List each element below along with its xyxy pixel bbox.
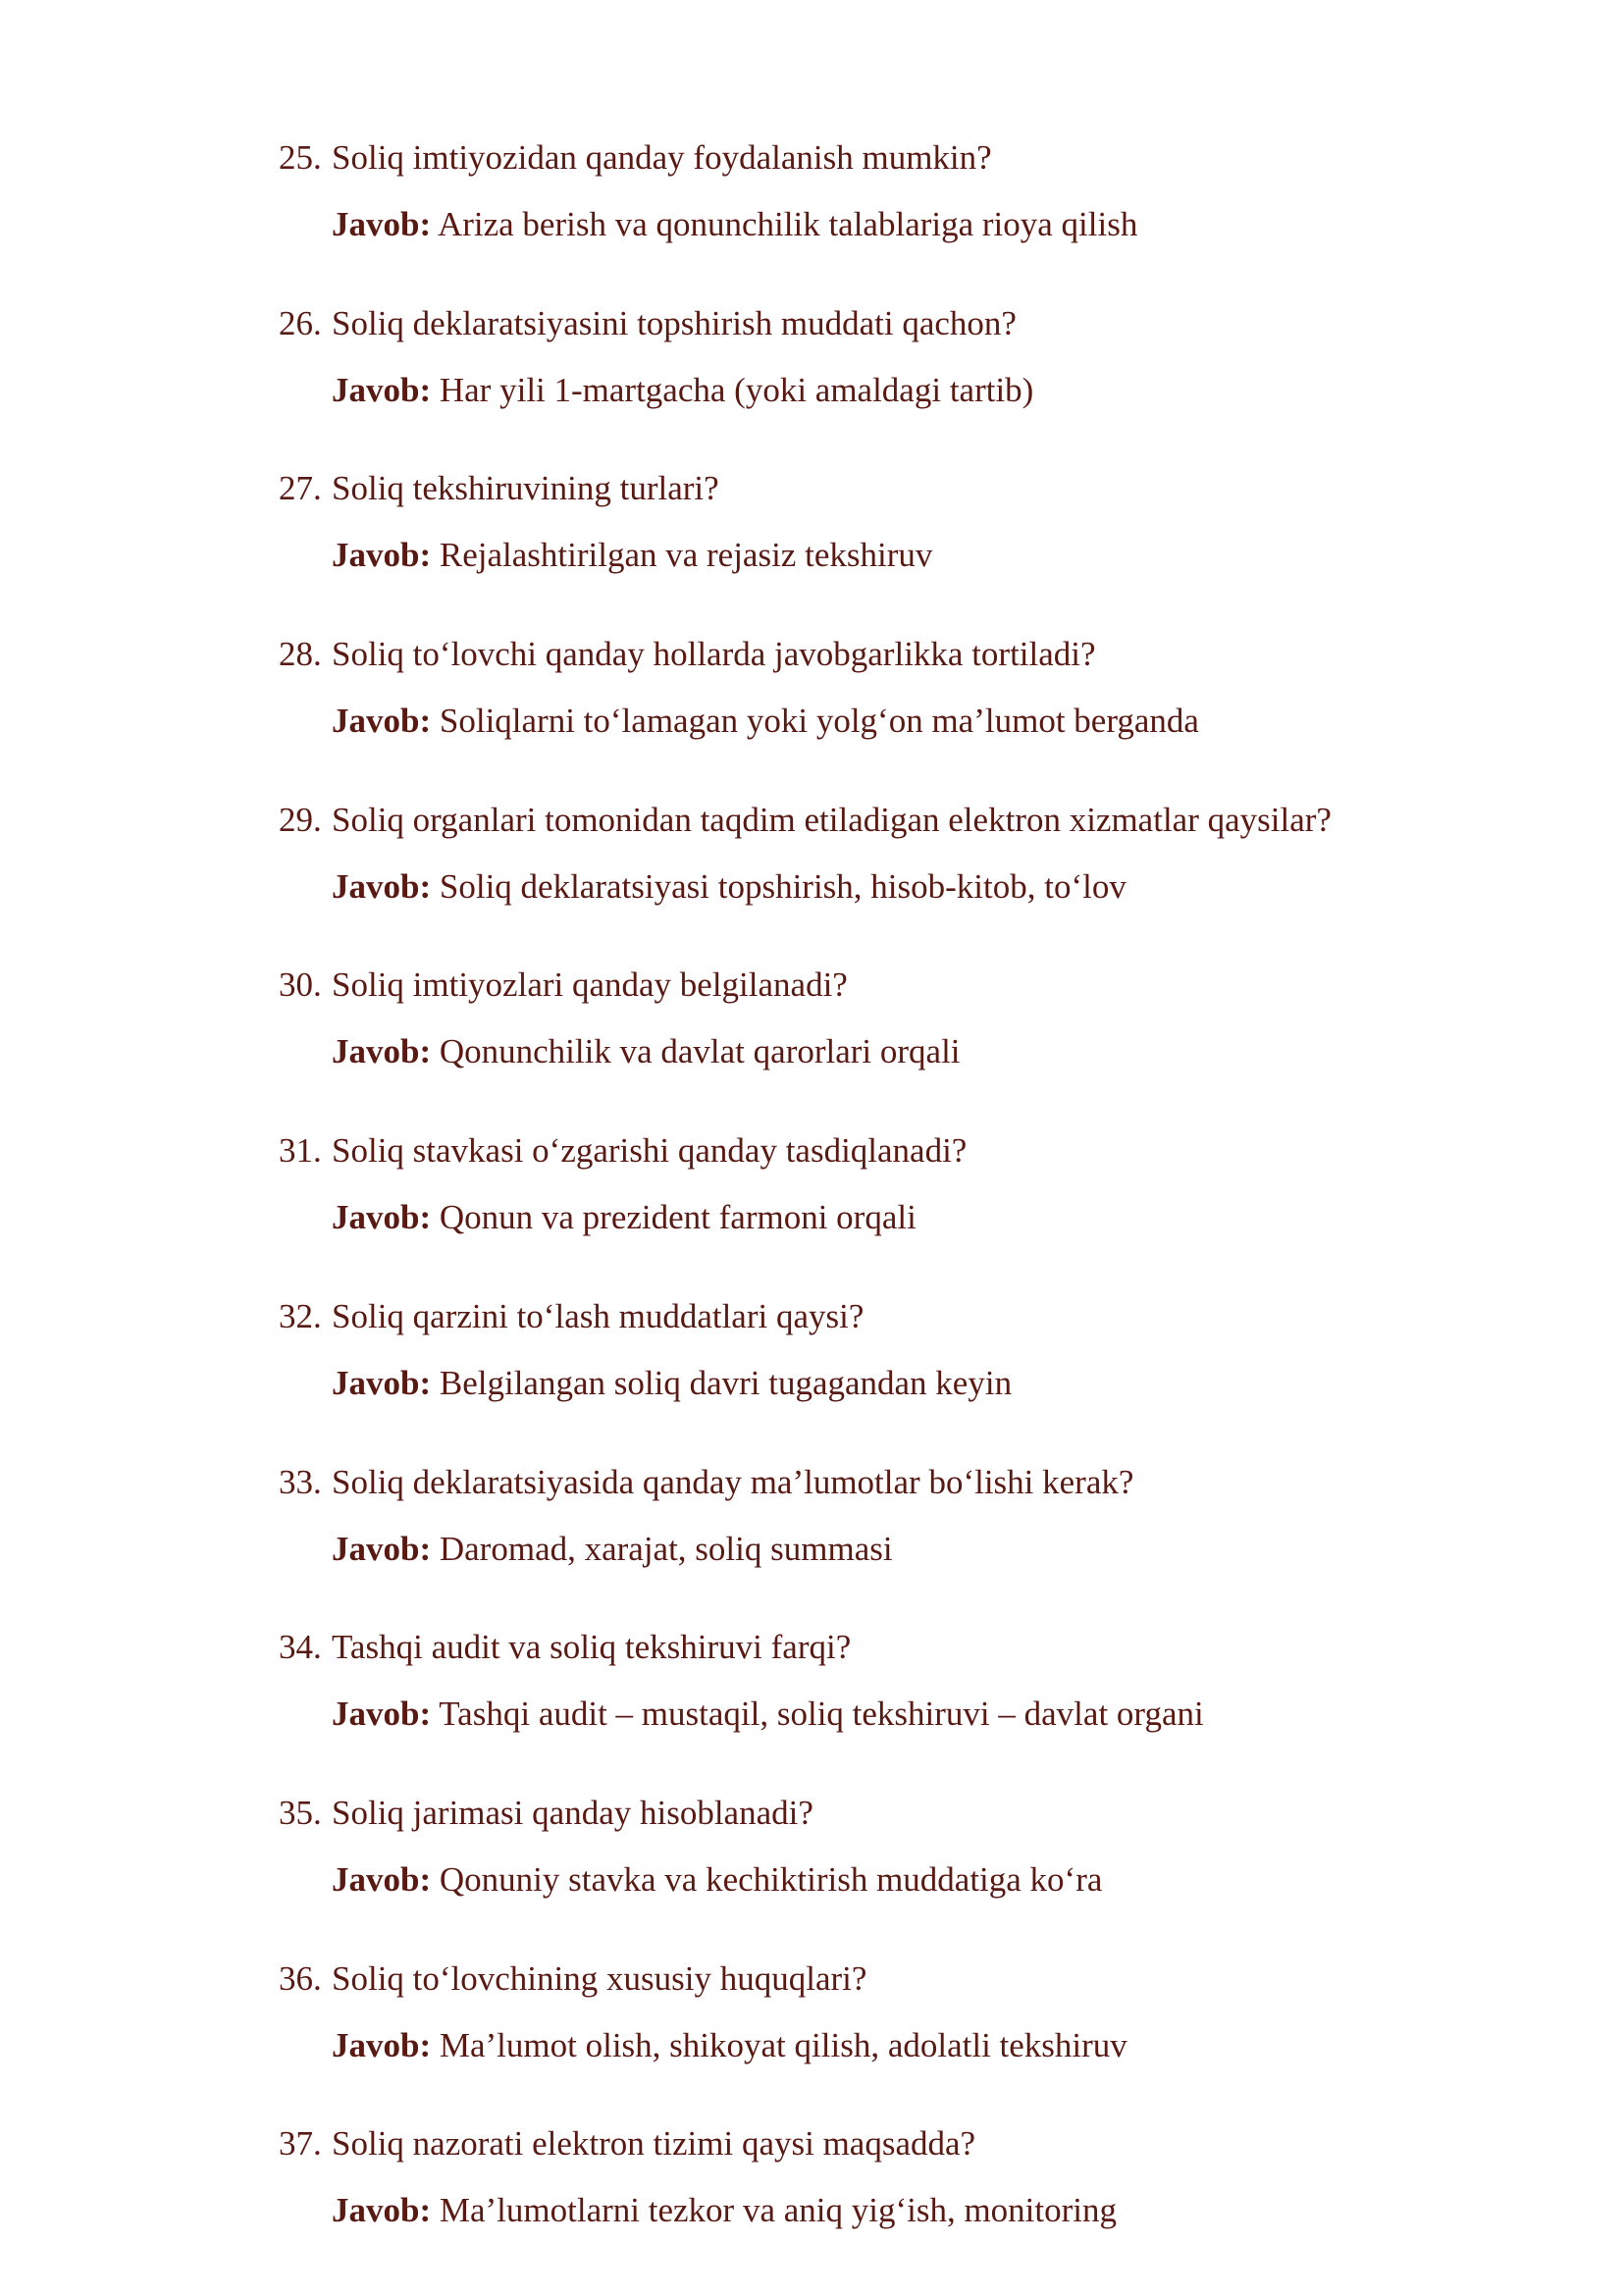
question-number: 34.: [279, 1628, 322, 1667]
question-number: 26.: [279, 303, 322, 342]
question-number: 28.: [279, 635, 322, 674]
answer-text: Tashqi audit – mustaqil, soliq tekshiruvi – davlat organi: [439, 1695, 1204, 1734]
question-number: 33.: [279, 1462, 322, 1501]
question-text: Soliq tekshiruvining turlari?: [332, 469, 719, 508]
question-text: Soliq deklaratsiyasida qanday ma’lumotlar bo‘lishi kerak?: [332, 1462, 1134, 1501]
answer-text: Ariza berish va qonunchilik talablariga rioya qilish: [437, 205, 1138, 243]
qa-item-25: [279, 135, 1554, 301]
question-26: [279, 301, 1017, 346]
qa-item-31: [279, 1128, 1554, 1294]
answer-text: Soliq deklaratsiyasi topshirish, hisob-kitob, to‘lov: [439, 866, 1126, 906]
answer-34: [332, 1692, 1204, 1737]
question-text: Soliq to‘lovchining xususiy huquqlari?: [332, 1958, 867, 1998]
answer-35: [332, 1857, 1102, 1903]
qa-item-29: [279, 798, 1554, 964]
answer-label: Javob:: [332, 866, 432, 906]
question-31: [279, 1128, 967, 1174]
qa-item-26: [279, 301, 1554, 467]
qa-item-33: [279, 1460, 1554, 1626]
answer-text: Qonuniy stavka va kechiktirish muddatiga ko‘ra: [439, 1859, 1103, 1899]
qa-item-32: [279, 1294, 1554, 1460]
qa-list: [279, 135, 1554, 2287]
question-36: [279, 1956, 866, 2002]
answer-36: [332, 2023, 1127, 2068]
question-text: Soliq imtiyozidan qanday foydalanish mumkin?: [332, 138, 992, 177]
answer-30: [332, 1029, 961, 1074]
answer-33: [332, 1527, 893, 1572]
question-25: [279, 135, 992, 181]
answer-label: Javob:: [332, 2191, 432, 2230]
question-text: Soliq stavkasi o‘zgarishi qanday tasdiqlanadi?: [332, 1131, 968, 1171]
question-text: Soliq nazorati elektron tizimi qaysi maqsadda?: [332, 2124, 976, 2164]
answer-28: [332, 699, 1199, 744]
question-number: 37.: [279, 2124, 322, 2164]
qa-item-28: [279, 632, 1554, 798]
question-number: 31.: [279, 1131, 322, 1171]
question-34: [279, 1625, 851, 1670]
question-number: 36.: [279, 1958, 322, 1998]
question-text: Soliq deklaratsiyasini topshirish muddati qachon?: [332, 303, 1017, 342]
answer-text: Soliqlarni to‘lamagan yoki yolg‘on ma’lumot berganda: [439, 702, 1199, 741]
answer-label: Javob:: [332, 1859, 432, 1899]
answer-text: Qonunchilik va davlat qarorlari orqali: [439, 1032, 961, 1071]
answer-31: [332, 1195, 917, 1240]
question-text: Soliq imtiyozlari qanday belgilanadi?: [332, 965, 848, 1005]
answer-text: Rejalashtirilgan va rejasiz tekshiruv: [439, 536, 933, 575]
question-number: 30.: [279, 965, 322, 1005]
question-text: Soliq organlari tomonidan taqdim etiladigan elektron xizmatlar qaysilar?: [332, 800, 1332, 839]
answer-26: [332, 368, 1033, 413]
answer-text: Ma’lumotlarni tezkor va aniq yig‘ish, monitoring: [439, 2191, 1118, 2230]
qa-item-37: [279, 2121, 1554, 2287]
qa-item-35: [279, 1791, 1554, 1956]
answer-label: Javob:: [332, 1032, 432, 1071]
answer-37: [332, 2188, 1117, 2233]
answer-label: Javob:: [332, 702, 432, 741]
answer-label: Javob:: [332, 2025, 432, 2064]
question-30: [279, 963, 848, 1008]
question-number: 29.: [279, 800, 322, 839]
question-text: Soliq jarimasi qanday hisoblanadi?: [332, 1793, 813, 1832]
question-text: Tashqi audit va soliq tekshiruvi farqi?: [332, 1628, 852, 1667]
qa-item-36: [279, 1956, 1554, 2122]
answer-label: Javob:: [332, 1695, 432, 1734]
answer-label: Javob:: [332, 1363, 432, 1402]
answer-label: Javob:: [332, 205, 432, 243]
question-number: 25.: [279, 138, 322, 177]
question-27: [279, 466, 719, 511]
qa-item-34: [279, 1625, 1554, 1791]
answer-text: Belgilangan soliq davri tugagandan keyin: [439, 1363, 1013, 1402]
question-35: [279, 1791, 813, 1836]
question-number: 35.: [279, 1793, 322, 1832]
answer-label: Javob:: [332, 1198, 432, 1237]
answer-32: [332, 1361, 1012, 1406]
answer-25: [332, 202, 1137, 247]
question-text: Soliq to‘lovchi qanday hollarda javobgarlikka tortiladi?: [332, 635, 1096, 674]
question-28: [279, 632, 1096, 677]
answer-text: Har yili 1-martgacha (yoki amaldagi tartib): [439, 370, 1034, 409]
question-32: [279, 1294, 864, 1339]
question-33: [279, 1460, 1133, 1505]
answer-label: Javob:: [332, 1529, 432, 1568]
answer-29: [332, 864, 1126, 910]
answer-label: Javob:: [332, 370, 432, 409]
question-37: [279, 2121, 975, 2166]
qa-item-27: [279, 466, 1554, 632]
question-text: Soliq qarzini to‘lash muddatlari qaysi?: [332, 1296, 864, 1335]
answer-27: [332, 533, 932, 578]
question-number: 32.: [279, 1296, 322, 1335]
answer-label: Javob:: [332, 536, 432, 575]
answer-text: Daromad, xarajat, soliq summasi: [439, 1529, 893, 1568]
question-number: 27.: [279, 469, 322, 508]
question-29: [279, 798, 1332, 843]
answer-text: Ma’lumot olish, shikoyat qilish, adolatli tekshiruv: [439, 2025, 1127, 2064]
answer-text: Qonun va prezident farmoni orqali: [439, 1198, 917, 1237]
qa-item-30: [279, 963, 1554, 1128]
